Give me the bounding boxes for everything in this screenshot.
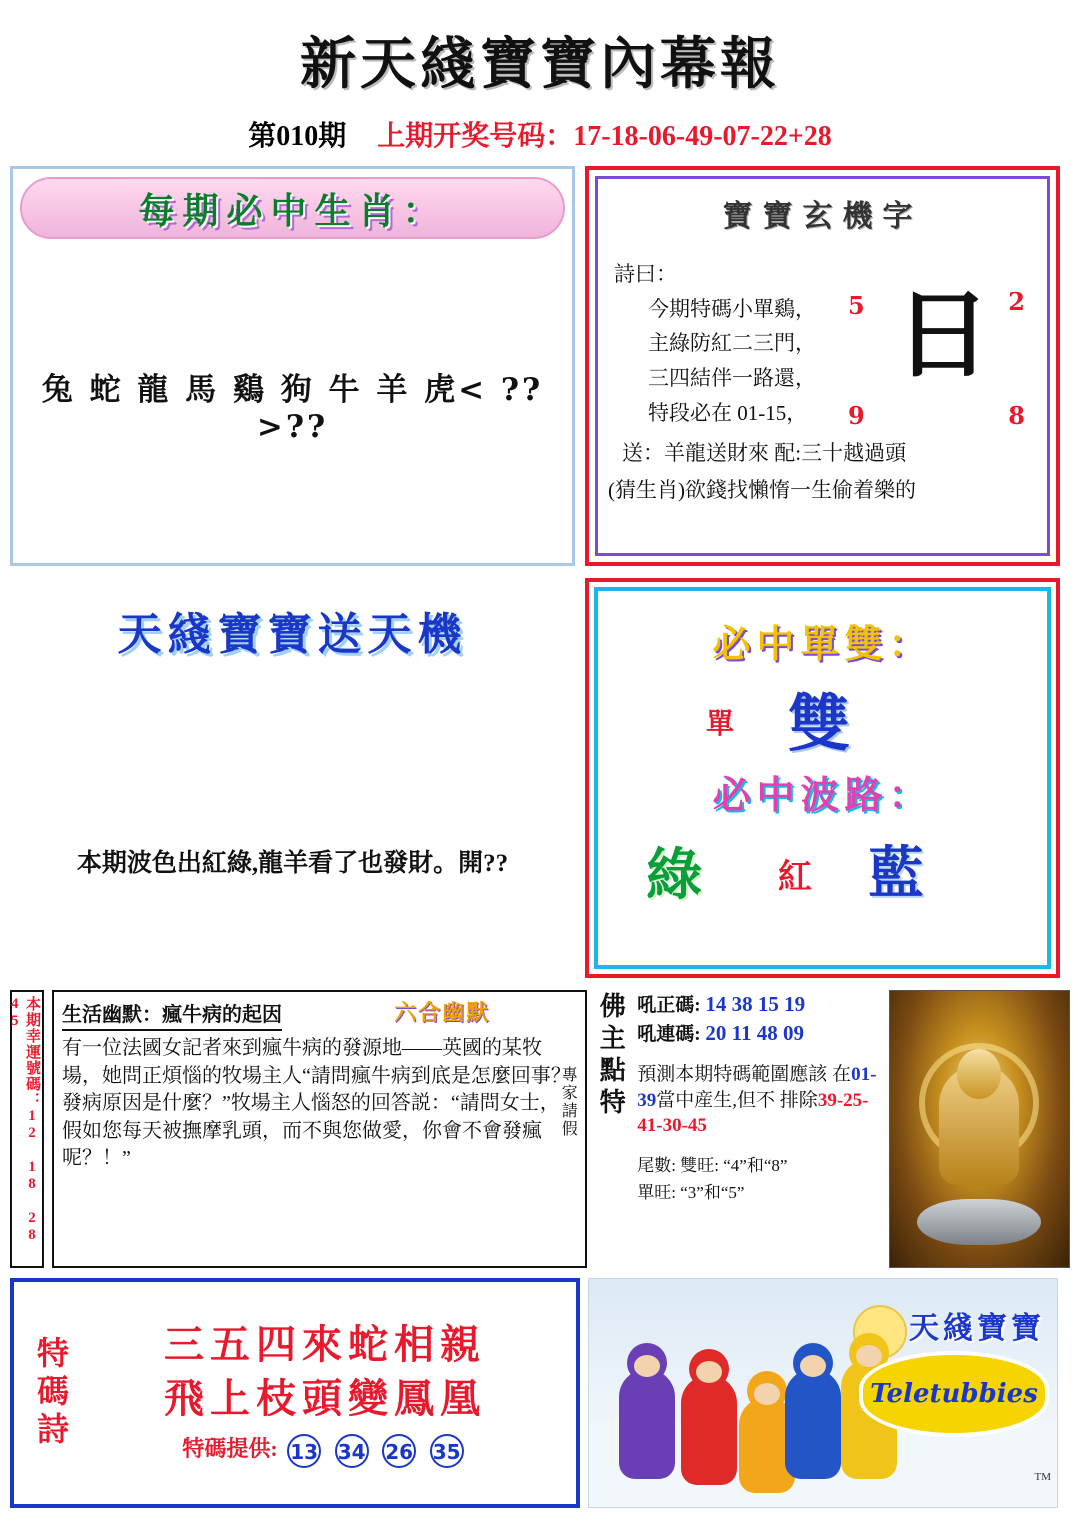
teletubby-red [681, 1375, 737, 1485]
xuanji-big-character: 日 [895, 279, 991, 391]
zheng-line [637, 990, 880, 1017]
tianji-panel [10, 578, 575, 978]
value-even: 雙 [788, 687, 851, 760]
previous-draw: 上期开奖号码：17-18-06-49-07-22+28 [377, 121, 832, 152]
xuanji-corner-bottom-right: 8 [1008, 401, 1025, 430]
zheng-label: 吼正碼: [637, 995, 701, 1016]
xuanji-title: 寶寶玄機字 [722, 199, 923, 234]
tianji-title: 天綫寶寶送天機 [117, 609, 468, 660]
row-two [0, 578, 1080, 978]
range-mid: 當中産生,但不 [656, 1089, 776, 1111]
poem-lead: 詩曰： [614, 262, 677, 286]
humor-badge: 六合幽默 [394, 1000, 491, 1025]
provide-label: 特碼提供: [182, 1436, 278, 1462]
humor-panel [52, 990, 587, 1268]
xuanji-corner-top-left: 5 [848, 291, 865, 320]
humor-side-note: 專家請假 [559, 1066, 577, 1138]
color-heading: 必中波路： [712, 772, 933, 817]
teletubby-blue [785, 1369, 841, 1479]
odd-even-heading: 必中單雙： [712, 621, 933, 666]
value-odd: 單 [706, 707, 735, 740]
odd-even-values [598, 668, 1047, 760]
value-green: 綠 [646, 842, 702, 908]
buddha-lotus-base [917, 1199, 1041, 1245]
xuanji-corner-bottom-left: 9 [848, 401, 865, 430]
range-excluded: 39-25-41-30-45 [637, 1089, 869, 1137]
value-blue: 藍 [868, 840, 924, 906]
special-numbers-row [74, 1432, 576, 1468]
xuanji-panel [585, 166, 1060, 566]
brand-logo-cn: 天綫寶寶 [909, 1311, 1045, 1346]
range-exclude-label: 排除 [779, 1089, 818, 1111]
brand-logo-en [859, 1351, 1049, 1437]
teletubby-purple [619, 1369, 675, 1479]
lucky-numbers-strip: 本期幸運號碼：12 18 28 45 [10, 990, 44, 1268]
special-ball-2: 34 [335, 1434, 369, 1468]
special-poem-line-1: 三五四來蛇相親 [164, 1321, 486, 1369]
poem-line-3: 三四結伴一路還， [648, 365, 816, 390]
odd-even-panel [585, 578, 1060, 978]
lian-line [637, 1019, 880, 1046]
range-paragraph [637, 1062, 880, 1139]
tail-even: 尾數: 雙旺: “4”和“8” [637, 1155, 788, 1175]
buddha-head [957, 1049, 1001, 1099]
poem-line-2: 主綠防紅二三門， [648, 331, 816, 356]
special-poem-line-2: 飛上枝頭變鳳凰 [164, 1375, 486, 1423]
range-in: 在 [832, 1064, 852, 1085]
special-ball-3: 26 [382, 1434, 416, 1468]
brand-trademark: TM [1034, 1471, 1051, 1483]
teletubbies-image [588, 1278, 1058, 1508]
row-three [0, 990, 1080, 1268]
color-values [598, 819, 1047, 919]
special-poem-panel [10, 1278, 580, 1508]
header-subline [0, 114, 1080, 154]
buddha-image [889, 990, 1070, 1268]
xuanji-inner [595, 176, 1050, 556]
page-title: 新天綫寶寶內幕報 [300, 31, 780, 97]
buddha-column-label: 佛主點特 [595, 992, 626, 1120]
poem-tail-1: 送：羊龍送財來 配:三十越過頭 [622, 441, 907, 466]
row-four [0, 1278, 1080, 1508]
zheng-numbers: 14 38 15 19 [705, 992, 806, 1016]
issue-number: 第010期 [248, 121, 347, 152]
zodiac-panel [10, 166, 575, 566]
range-primary: 01-39 [637, 1064, 877, 1111]
poem-line-4: 特段必在 01-15， [648, 400, 808, 425]
brand-logo-en-text: Teletubbies [870, 1379, 1038, 1409]
value-red: 紅 [778, 857, 812, 897]
zodiac-banner [20, 177, 565, 239]
zodiac-list: 兔 蛇 龍 馬 鷄 狗 牛 羊 虎< ?? >?? [41, 372, 544, 445]
tianji-text: 本期波色出紅綠,龍羊看了也發財。開?? [76, 850, 509, 877]
lian-label: 吼連碼: [637, 1024, 701, 1045]
humor-title: 生活幽默：瘋牛病的起因 [62, 998, 282, 1031]
special-ball-1: 13 [287, 1434, 321, 1468]
special-poem-label: 特碼詩 [32, 1336, 70, 1450]
range-pre: 預測本期特碼範圍應該 [637, 1064, 828, 1085]
poem-line-1: 今期特碼小單鷄， [648, 296, 816, 321]
buddha-predictions [637, 990, 880, 1268]
lian-numbers: 20 11 48 09 [705, 1021, 804, 1045]
xuanji-corner-top-right: 2 [1008, 287, 1025, 316]
odd-even-inner [594, 587, 1051, 969]
tail-odd: 單旺: “3”和“5” [637, 1183, 745, 1203]
special-ball-4: 35 [430, 1434, 464, 1468]
zodiac-banner-label: 每期必中生肖： [138, 189, 447, 232]
poem-tail-2: (猜生肖)欲錢找懶惰一生偷着樂的 [608, 477, 916, 502]
humor-body: 有一位法國女記者來到瘋牛病的發源地——英國的某牧場，她問正煩惱的牧場主人“請問瘋牛病到底是怎麼回事？發病原因是什麼？”牧場主人惱怒的回答説：“請問女士，假如您每天被撫摩乳頭，而不與您做愛，你會不會發瘋呢？！” [62, 1037, 571, 1170]
special-poem-lines [74, 1318, 576, 1468]
row-one [0, 166, 1080, 566]
